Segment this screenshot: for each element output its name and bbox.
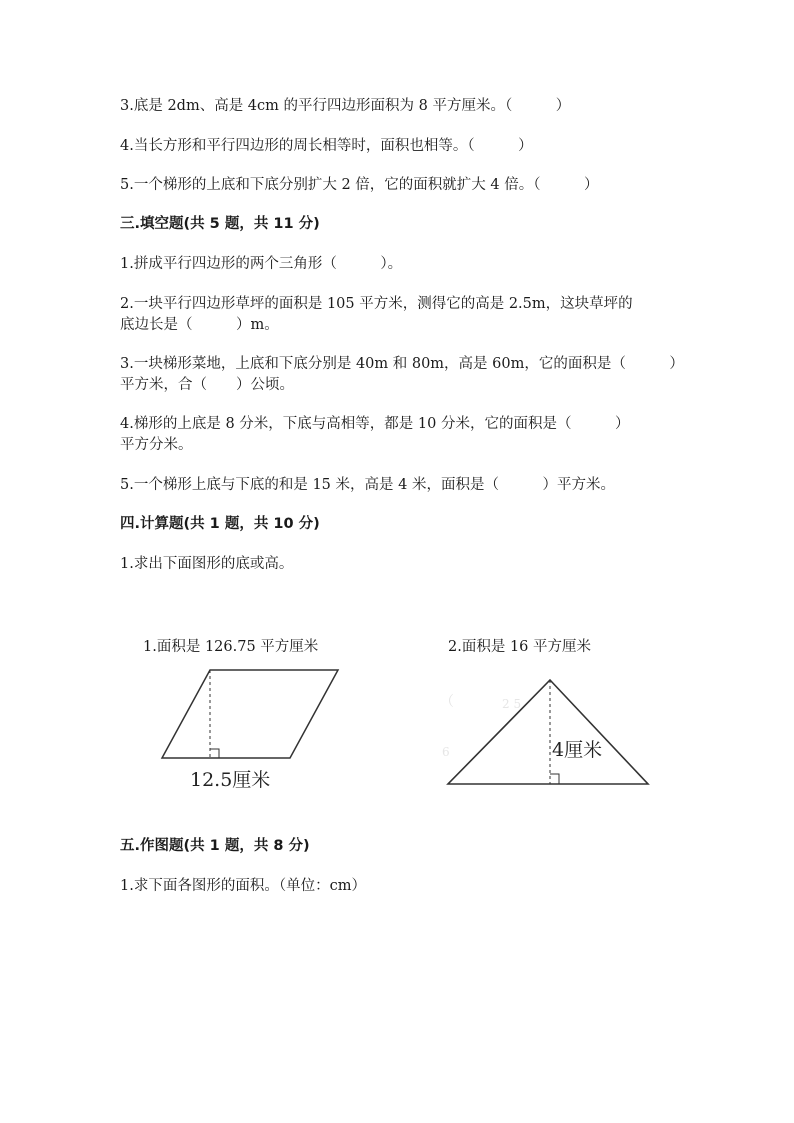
fill-item-2-line-1: 2.一块平行四边形草坪的面积是 105 平方米，测得它的高是 2.5m，这块草坪的: [120, 296, 633, 312]
faint-scan-mark: 2 5: [502, 697, 522, 711]
triangle-height-label: 4厘米: [552, 739, 603, 761]
judge-item-4: 4.当长方形和平行四边形的周长相等时，面积也相等。（ ）: [120, 138, 533, 154]
right-angle-mark: [550, 774, 559, 784]
section-4-heading: 四.计算题(共 1 题，共 10 分): [120, 516, 320, 532]
right-angle-mark: [210, 749, 219, 758]
fill-item-3-line-2: 平方米，合（ ）公顷。: [120, 377, 294, 393]
fill-item-4-line-2: 平方分米。: [120, 437, 193, 453]
figure-1-caption: 1.面积是 126.75 平方厘米: [143, 639, 319, 655]
fill-item-4-line-1: 4.梯形的上底是 8 分米，下底与高相等，都是 10 分米，它的面积是（ ）: [120, 416, 630, 432]
faint-scan-mark: 6: [442, 745, 450, 759]
calc-question-1: 1.求出下面图形的底或高。: [120, 556, 294, 572]
section-5-heading: 五.作图题(共 1 题，共 8 分): [120, 838, 310, 854]
fill-item-5: 5.一个梯形上底与下底的和是 15 米，高是 4 米，面积是（ ）平方米。: [120, 477, 615, 493]
drawing-question-1: 1.求下面各图形的面积。（单位：cm）: [120, 878, 366, 894]
triangle-figure: [430, 668, 660, 798]
judge-item-5: 5.一个梯形的上底和下底分别扩大 2 倍，它的面积就扩大 4 倍。（ ）: [120, 177, 599, 193]
section-3-heading: 三.填空题(共 5 题，共 11 分): [120, 216, 320, 232]
fill-item-1: 1.拼成平行四边形的两个三角形（ ）。: [120, 256, 403, 272]
fill-item-2-line-2: 底边长是（ ）m。: [120, 317, 279, 333]
figure-2-caption: 2.面积是 16 平方厘米: [448, 639, 592, 655]
parallelogram-base-label: 12.5厘米: [190, 769, 271, 791]
parallelogram-shape: [162, 670, 338, 758]
fill-item-3-line-1: 3.一块梯形菜地，上底和下底分别是 40m 和 80m，高是 60m，它的面积是（ ）: [120, 356, 684, 372]
triangle-shape: [448, 680, 648, 784]
faint-scan-mark: （: [440, 694, 454, 710]
judge-item-3: 3.底是 2dm、高是 4cm 的平行四边形面积为 8 平方厘米。（ ）: [120, 98, 571, 114]
parallelogram-figure: [150, 660, 350, 795]
